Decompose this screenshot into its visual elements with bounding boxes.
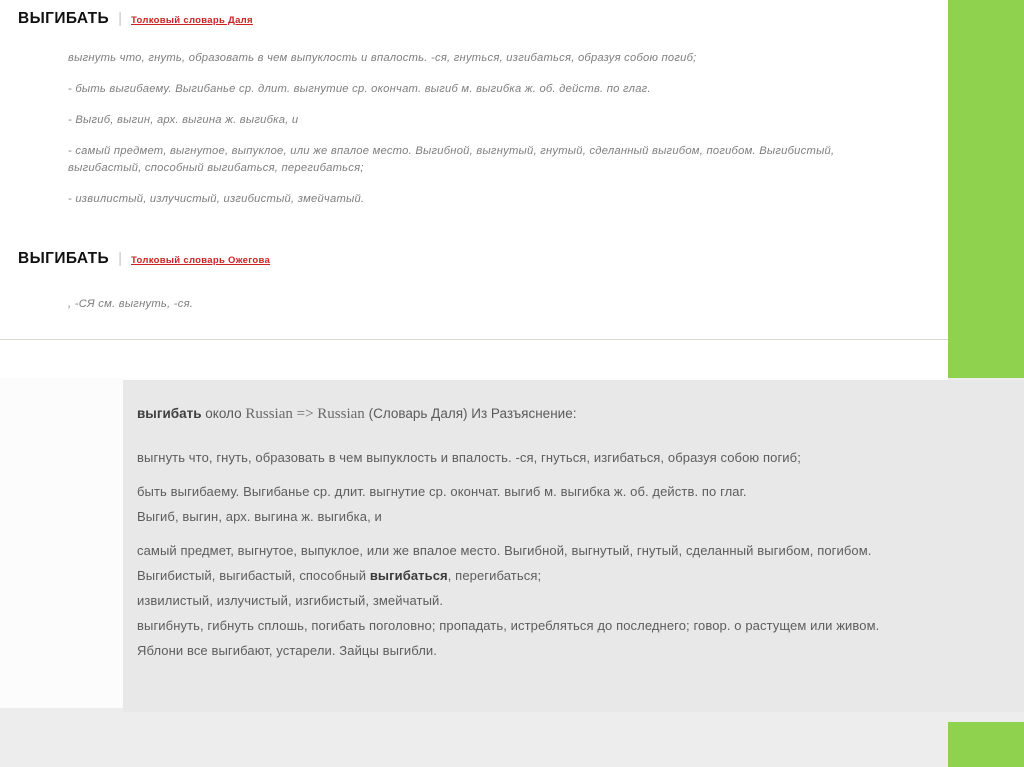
panel-line-tail: , перегибаться; (447, 568, 542, 583)
page-title-secondary: ВЫГИБАТЬ (18, 250, 110, 267)
panel-dictionary-name: (Словарь Даля) (368, 406, 468, 421)
panel-title (137, 404, 924, 424)
entry-body-ozhegov (0, 296, 948, 313)
entry-paragraph: , -СЯ см. выгнуть, -ся. (68, 298, 194, 310)
header-separator: | (118, 10, 122, 27)
panel-line: выгнуть что, гнуть, образовать в чем выпуклость и впалость. -ся, гнуться, изгибаться, образуя собою погиб; (137, 450, 801, 465)
entry-body-dal (0, 50, 948, 208)
panel-line: выгибнуть, гибнуть сплошь, погибать поголовно; пропадать, истребляться до последнего; говор. о растущем или живом. Яблони все выгибают, устарели. Зайцы выгибли. (137, 618, 880, 658)
dictionary-entries-area (0, 0, 948, 378)
panel-line-text: самый предмет, выгнутое, выпуклое, или же впалое место. Выгибной, выгнутый, гнутый, сделанный выгибом, погибом. Выгибистый, выгибастый, способный (137, 543, 872, 583)
section-divider (0, 339, 948, 340)
panel-language-pair: Russian => Russian (245, 406, 365, 422)
entry-header-dal (0, 10, 948, 28)
panel-line: извилистый, излучистый, изгибистый, змейчатый. (137, 593, 444, 608)
panel-title-suffix: Из Разъяснение: (471, 406, 577, 421)
header-separator: | (118, 250, 122, 267)
entry-header-ozhegov (0, 250, 948, 268)
panel-preposition: около (205, 406, 242, 421)
entry-paragraph: - быть выгибаему. Выгибанье ср. длит. выгнутие ср. окончат. выгиб м. выгибка ж. об. действ. по глаг. (68, 83, 651, 95)
source-link-ozhegov[interactable]: Толковый словарь Ожегова (130, 255, 271, 266)
panel-line: Выгиб, выгин, арх. выгина ж. выгибка, и (137, 509, 382, 524)
panel-headword: выгибать (137, 406, 202, 421)
page-title: ВЫГИБАТЬ (18, 10, 110, 27)
panel-bold-term: выгибаться (369, 568, 448, 583)
panel-line: быть выгибаему. Выгибанье ср. длит. выгнутие ср. окончат. выгиб м. выгибка ж. об. действ. по глаг. (137, 484, 747, 499)
green-accent-bar-top (948, 0, 1024, 378)
entry-paragraph: - извилистый, излучистый, изгибистый, змейчатый. (68, 193, 365, 205)
panel-line-with-emphasis (137, 538, 924, 588)
entry-paragraph: выгнуть что, гнуть, образовать в чем выпуклость и впалость. -ся, гнуться, изгибаться, образуя собою погиб; (68, 52, 697, 64)
entry-paragraph: - самый предмет, выгнутое, выпуклое, или же впалое место. Выгибной, выгнутый, гнутый, сделанный выгибом, погибом. Выгибистый, выгибастый, способный выгибаться, перегибаться; (68, 145, 835, 174)
source-link-dal[interactable]: Толковый словарь Даля (130, 15, 253, 26)
panel-spacer (137, 529, 924, 538)
panel-spacer (137, 470, 924, 479)
green-accent-bar-bottom (948, 722, 1024, 767)
entry-paragraph: - Выгиб, выгин, арх. выгина ж. выгибка, и (68, 114, 299, 126)
translation-panel (123, 380, 1024, 712)
